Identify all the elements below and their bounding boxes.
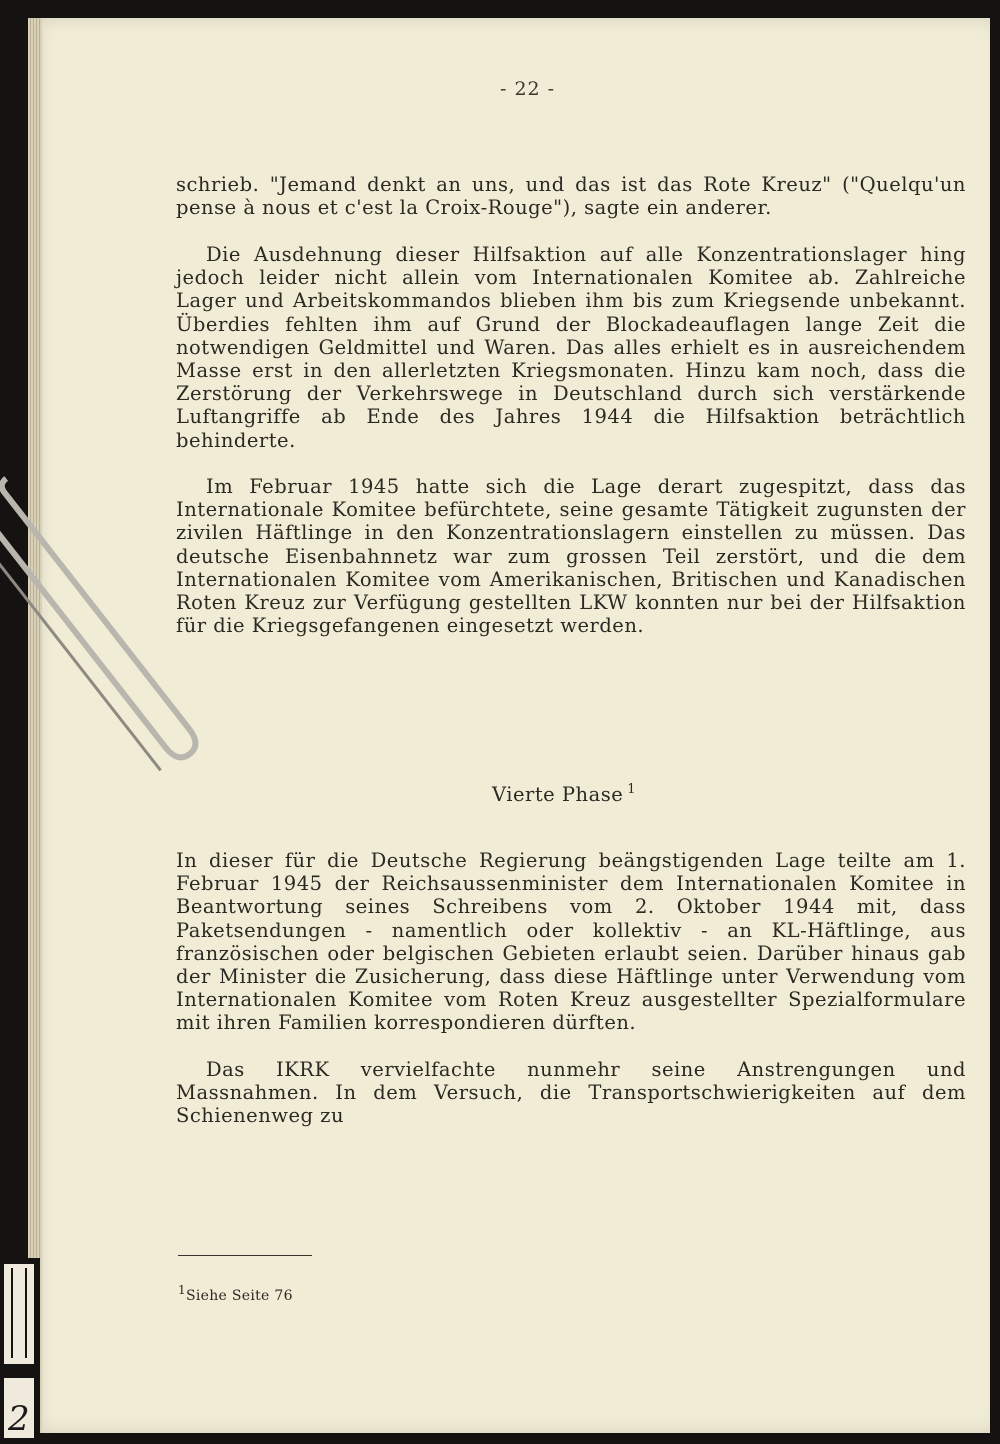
paragraph-5: Das IKRK vervielfachte nunmehr seine Anstrengungen und Massnahmen. In dem Versuch, die Transportschwierigkeiten auf dem Schienenweg zu: [176, 1058, 966, 1128]
section-heading: [492, 782, 636, 806]
section-heading-text: Vierte Phase: [492, 783, 624, 806]
footnote-text: Siehe Seite 76: [185, 1288, 293, 1304]
paper-clip-icon: [0, 440, 210, 800]
page-number: - 22 -: [500, 78, 556, 100]
binder-edge: [0, 1258, 40, 1444]
footnote-rule: [178, 1255, 312, 1256]
footnote: [178, 1283, 293, 1304]
paragraph-4: In dieser für die Deutsche Regierung beängstigenden Lage teilte am 1. Februar 1945 der Reichsaussenminister dem Internationalen Komitee in Beantwortung seines Schreibens vom 2. Oktober 1944 mit, dass Paketsendungen - namentlich oder kollektiv - an KL-Häftlinge, aus französischen oder belgischen Gebieten erlaubt seien. Darüber hinaus gab der Minister die Zusicherung, dass diese Häftlinge unter Verwendung vom Internationalen Komitee vom Roten Kreuz ausgestellter Spezialformulare mit ihren Familien korrespondieren dürften.: [176, 849, 966, 1035]
footnote-marker: 1: [178, 1283, 186, 1297]
paragraph-1: schrieb. "Jemand denkt an uns, und das ist das Rote Kreuz" ("Quelqu'un pense à nous et c'est la Croix-Rouge"), sagte ein anderer.: [176, 173, 966, 220]
paragraph-3: Im Februar 1945 hatte sich die Lage derart zugespitzt, dass das Internationale Komitee befürchtete, seine gesamte Tätigkeit zugunsten der zivilen Häftlinge in den Konzentrationslagern einstellen zu müssen. Das deutsche Eisenbahnnetz war zum grossen Teil zerstört, und die dem Internationalen Komitee vom Amerikanischen, Britischen und Kanadischen Roten Kreuz zur Verfügung gestellten LKW konnten nur bei der Hilfsaktion für die Kriegsgefangenen eingesetzt werden.: [176, 475, 966, 638]
binder-mark: 2: [8, 1399, 30, 1439]
section-footnote-marker: 1: [627, 782, 637, 797]
paragraph-2: Die Ausdehnung dieser Hilfsaktion auf alle Konzentrationslager hing jedoch leider nicht allein vom Internationalen Komitee ab. Zahlreiche Lager und Arbeitskommandos blieben ihm bis zum Kriegsende unbekannt. Überdies fehlten ihm auf Grund der Blockadeauflagen lange Zeit die notwendigen Geldmittel und Waren. Das alles erhielt es in ausreichendem Masse erst in den allerletzten Kriegsmonaten. Hinzu kam noch, dass die Zerstörung der Verkehrswege in Deutschland durch sich verstärkende Luftangriffe ab Ende des Jahres 1944 die Hilfsaktion beträchtlich behinderte.: [176, 243, 966, 452]
